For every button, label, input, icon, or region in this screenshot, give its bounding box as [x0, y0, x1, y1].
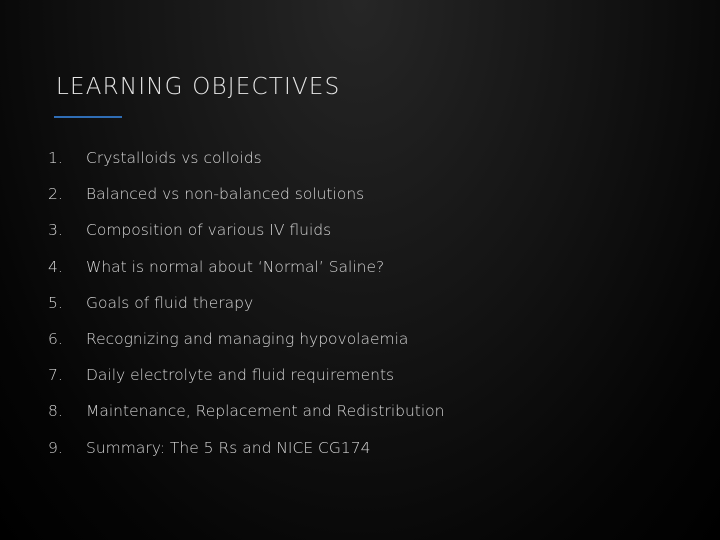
list-item-number: 1. [48, 149, 63, 168]
list-item [48, 357, 444, 393]
list-item [48, 249, 444, 285]
list-item-number: 8. [48, 402, 63, 421]
list-item-number: 4. [48, 257, 63, 276]
list-item-number: 3. [48, 221, 63, 240]
list-item [48, 176, 444, 212]
list-item-text: What is normal about ‘Normal’ Saline? [86, 257, 385, 276]
list-item-text: Daily electrolyte and fluid requirements [86, 366, 395, 385]
list-item-number: 7. [48, 366, 63, 385]
list-item-text: Goals of fluid therapy [86, 293, 254, 312]
list-item [48, 393, 444, 429]
list-item-number: 2. [48, 185, 63, 204]
list-item-text: Recognizing and managing hypovolaemia [86, 330, 409, 349]
list-item-text: Crystalloids vs colloids [86, 149, 262, 168]
list-item-text: Summary: The 5 Rs and NICE CG174 [86, 438, 371, 457]
slide-title: LEARNING OBJECTIVES [56, 74, 341, 100]
title-underline [54, 116, 122, 118]
list-item [48, 212, 444, 248]
list-item [48, 140, 444, 176]
list-item [48, 285, 444, 321]
list-item [48, 430, 444, 466]
objectives-list [48, 140, 444, 466]
list-item-number: 6. [48, 330, 63, 349]
list-item-number: 5. [48, 293, 63, 312]
list-item-text: Composition of various IV fluids [86, 221, 332, 240]
list-item-number: 9. [48, 438, 63, 457]
list-item-text: Maintenance, Replacement and Redistribution [86, 402, 445, 421]
list-item [48, 321, 444, 357]
list-item-text: Balanced vs non-balanced solutions [86, 185, 365, 204]
